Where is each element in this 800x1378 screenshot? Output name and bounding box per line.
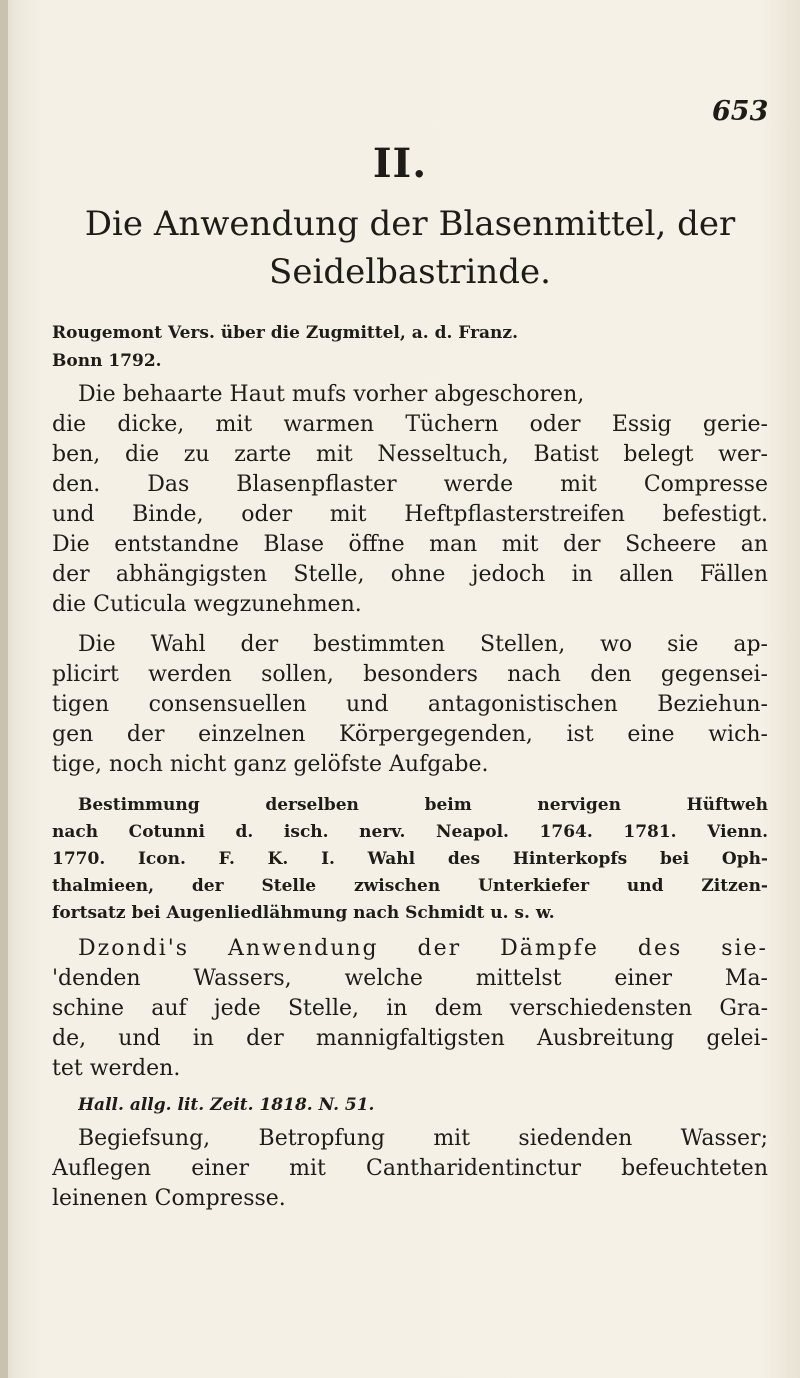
text-line: die dicke, mit warmen Tüchern oder Essig gerie- [52,412,768,437]
reference-line: Bonn 1792. [52,351,162,371]
section-number: II. [372,140,428,187]
reference-line: Rougemont Vers. über die Zugmittel, a. d. Franz. [52,323,518,343]
note-line: Bestimmung derselben beim nervigen Hüftweh [78,795,768,815]
text-line: Die behaarte Haut mufs vorher abgeschoren, [78,382,585,407]
text-line: und Binde, oder mit Heftpflasterstreifen befestigt. [52,502,768,527]
text-line: schine auf jede Stelle, in dem verschiedensten Gra- [52,996,768,1021]
page-edge [0,0,8,1378]
text-line: Die Wahl der bestimmten Stellen, wo sie ap- [78,632,768,657]
text-line: gen der einzelnen Körpergegenden, ist eine wich- [52,722,768,747]
text-line: 'denden Wassers, welche mittelst einer Ma- [52,966,768,991]
text-line: leinenen Compresse. [52,1186,286,1211]
note-line: nach Cotunni d. isch. nerv. Neapol. 1764. 1781. Vienn. [52,822,768,842]
note-line: fortsatz bei Augenliedlähmung nach Schmidt u. s. w. [52,903,555,923]
text-line: de, und in der mannigfaltigsten Ausbreitung gelei- [52,1026,768,1051]
text-line: tet werden. [52,1056,181,1081]
text-line: Dzondi's Anwendung der Dämpfe des sie- [78,936,768,961]
text-line: tigen consensuellen und antagonistischen Beziehun- [52,692,768,717]
text-line: Begiefsung, Betropfung mit siedenden Wasser; [78,1126,768,1151]
text-line: Die entstandne Blase öffne man mit der Scheere an [52,532,768,557]
text-line: der abhängigsten Stelle, ohne jedoch in allen Fällen [52,562,768,587]
section-title-line-2: Seidelbastrinde. [269,252,551,292]
text-line: den. Das Blasenpflaster werde mit Compresse [52,472,768,497]
text-line: plicirt werden sollen, besonders nach den gegensei- [52,662,768,687]
text-line: Auflegen einer mit Cantharidentinctur befeuchteten [52,1156,768,1181]
page-number: 653 [712,96,769,127]
text-line: die Cuticula wegzunehmen. [52,592,362,617]
text-line: ben, die zu zarte mit Nesseltuch, Batist belegt wer- [52,442,768,467]
text-line: tige, noch nicht ganz gelöfste Aufgabe. [52,752,489,777]
reference-line: Hall. allg. lit. Zeit. 1818. N. 51. [78,1095,375,1115]
note-line: 1770. Icon. F. K. I. Wahl des Hinterkopfs bei Oph- [52,849,768,869]
note-line: thalmieen, der Stelle zwischen Unterkiefer und Zitzen- [52,876,768,896]
section-title-line-1: Die Anwendung der Blasenmittel, der [84,204,736,244]
